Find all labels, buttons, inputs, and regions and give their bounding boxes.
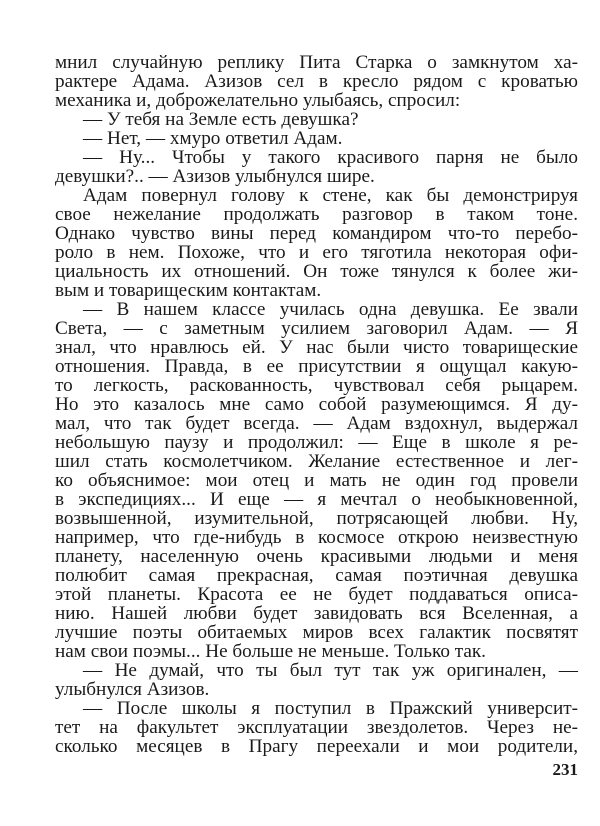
text-line: Однако чувство вины перед командиром что-то перебо- [55,223,578,244]
text-line: Адам повернул голову к стене, как бы демонстрируя [83,185,578,206]
text-line: — У тебя на Земле есть девушка? [83,109,359,130]
text-line: лучшие поэты обитаемых миров всех галактик посвятят [55,622,578,643]
text-line: мнил случайную реплику Пита Старка о замкнутом ха- [55,52,578,73]
text-line: — Не думай, что ты был тут так уж оригинален, — [83,660,578,681]
text-line: вым и товарищеским контактам. [55,280,322,301]
text-line: шил стать космолетчиком. Желание естественное и лег- [55,451,578,472]
text-line: сколько месяцев в Прагу переехали и мои родители, [55,736,578,757]
text-line: этой планеты. Красота ее не будет поддаваться описа- [55,584,578,605]
text-line: ко объяснимое: мои отец и мать не один год провели [55,470,578,491]
page-number: 231 [552,760,578,779]
text-line: роло в нем. Похоже, что и его тяготила некоторая офи- [55,242,578,263]
text-line: улыбнулся Азизов. [55,679,210,700]
text-line: в экспедициях... И еще — я мечтал о необыкновенной, [55,489,578,510]
text-line: циальность их отношений. Он тоже тянулся к более жи- [55,261,578,282]
text-line: рактере Адама. Азизов сел в кресло рядом с кроватью [55,71,578,92]
text-line: — Ну... Чтобы у такого красивого парня не было [83,147,578,168]
text-line: полюбит самая прекрасная, самая поэтичная девушка [55,565,578,586]
text-line: например, что где-нибудь в космосе открою неизвестную [55,527,578,548]
text-line: планету, населенную очень красивыми людьми и меня [55,546,578,567]
text-line: механика и, доброжелательно улыбаясь, спросил: [55,90,461,111]
text-line: Света, — с заметным усилием заговорил Адам. — Я [55,318,578,339]
text-line: знал, что нравлюсь ей. У нас были чисто товарищеские [55,337,578,358]
text-line: отношения. Правда, в ее присутствии я ощущал какую- [55,356,578,377]
text-line: — В нашем классе училась одна девушка. Ее звали [83,299,578,320]
text-line: — После школы я поступил в Пражский университ- [83,698,578,719]
text-line: девушки?.. — Азизов улыбнулся шире. [55,166,375,187]
text-line: — Нет, — хмуро ответил Адам. [83,128,343,149]
text-line: мал, что так будет всегда. — Адам вздохнул, выдержал [55,413,578,434]
book-page-text [55,53,578,756]
text-line: возвышенной, изумительной, потрясающей любви. Ну, [55,508,578,529]
text-line: нам свои поэмы... Не больше не меньше. Только так. [55,641,486,662]
text-line: свое нежелание продолжать разговор в таком тоне. [55,204,578,225]
text-line: тет на факультет эксплуатации звездолетов. Через не- [55,717,578,738]
text-line: то легкость, раскованность, чувствовал себя рыцарем. [55,375,578,396]
text-line: нию. Нашей любви будет завидовать вся Вселенная, а [55,603,578,624]
text-line: Но это казалось мне само собой разумеющимся. Я ду- [55,394,578,415]
text-line: небольшую паузу и продолжил: — Еще в школе я ре- [55,432,578,453]
